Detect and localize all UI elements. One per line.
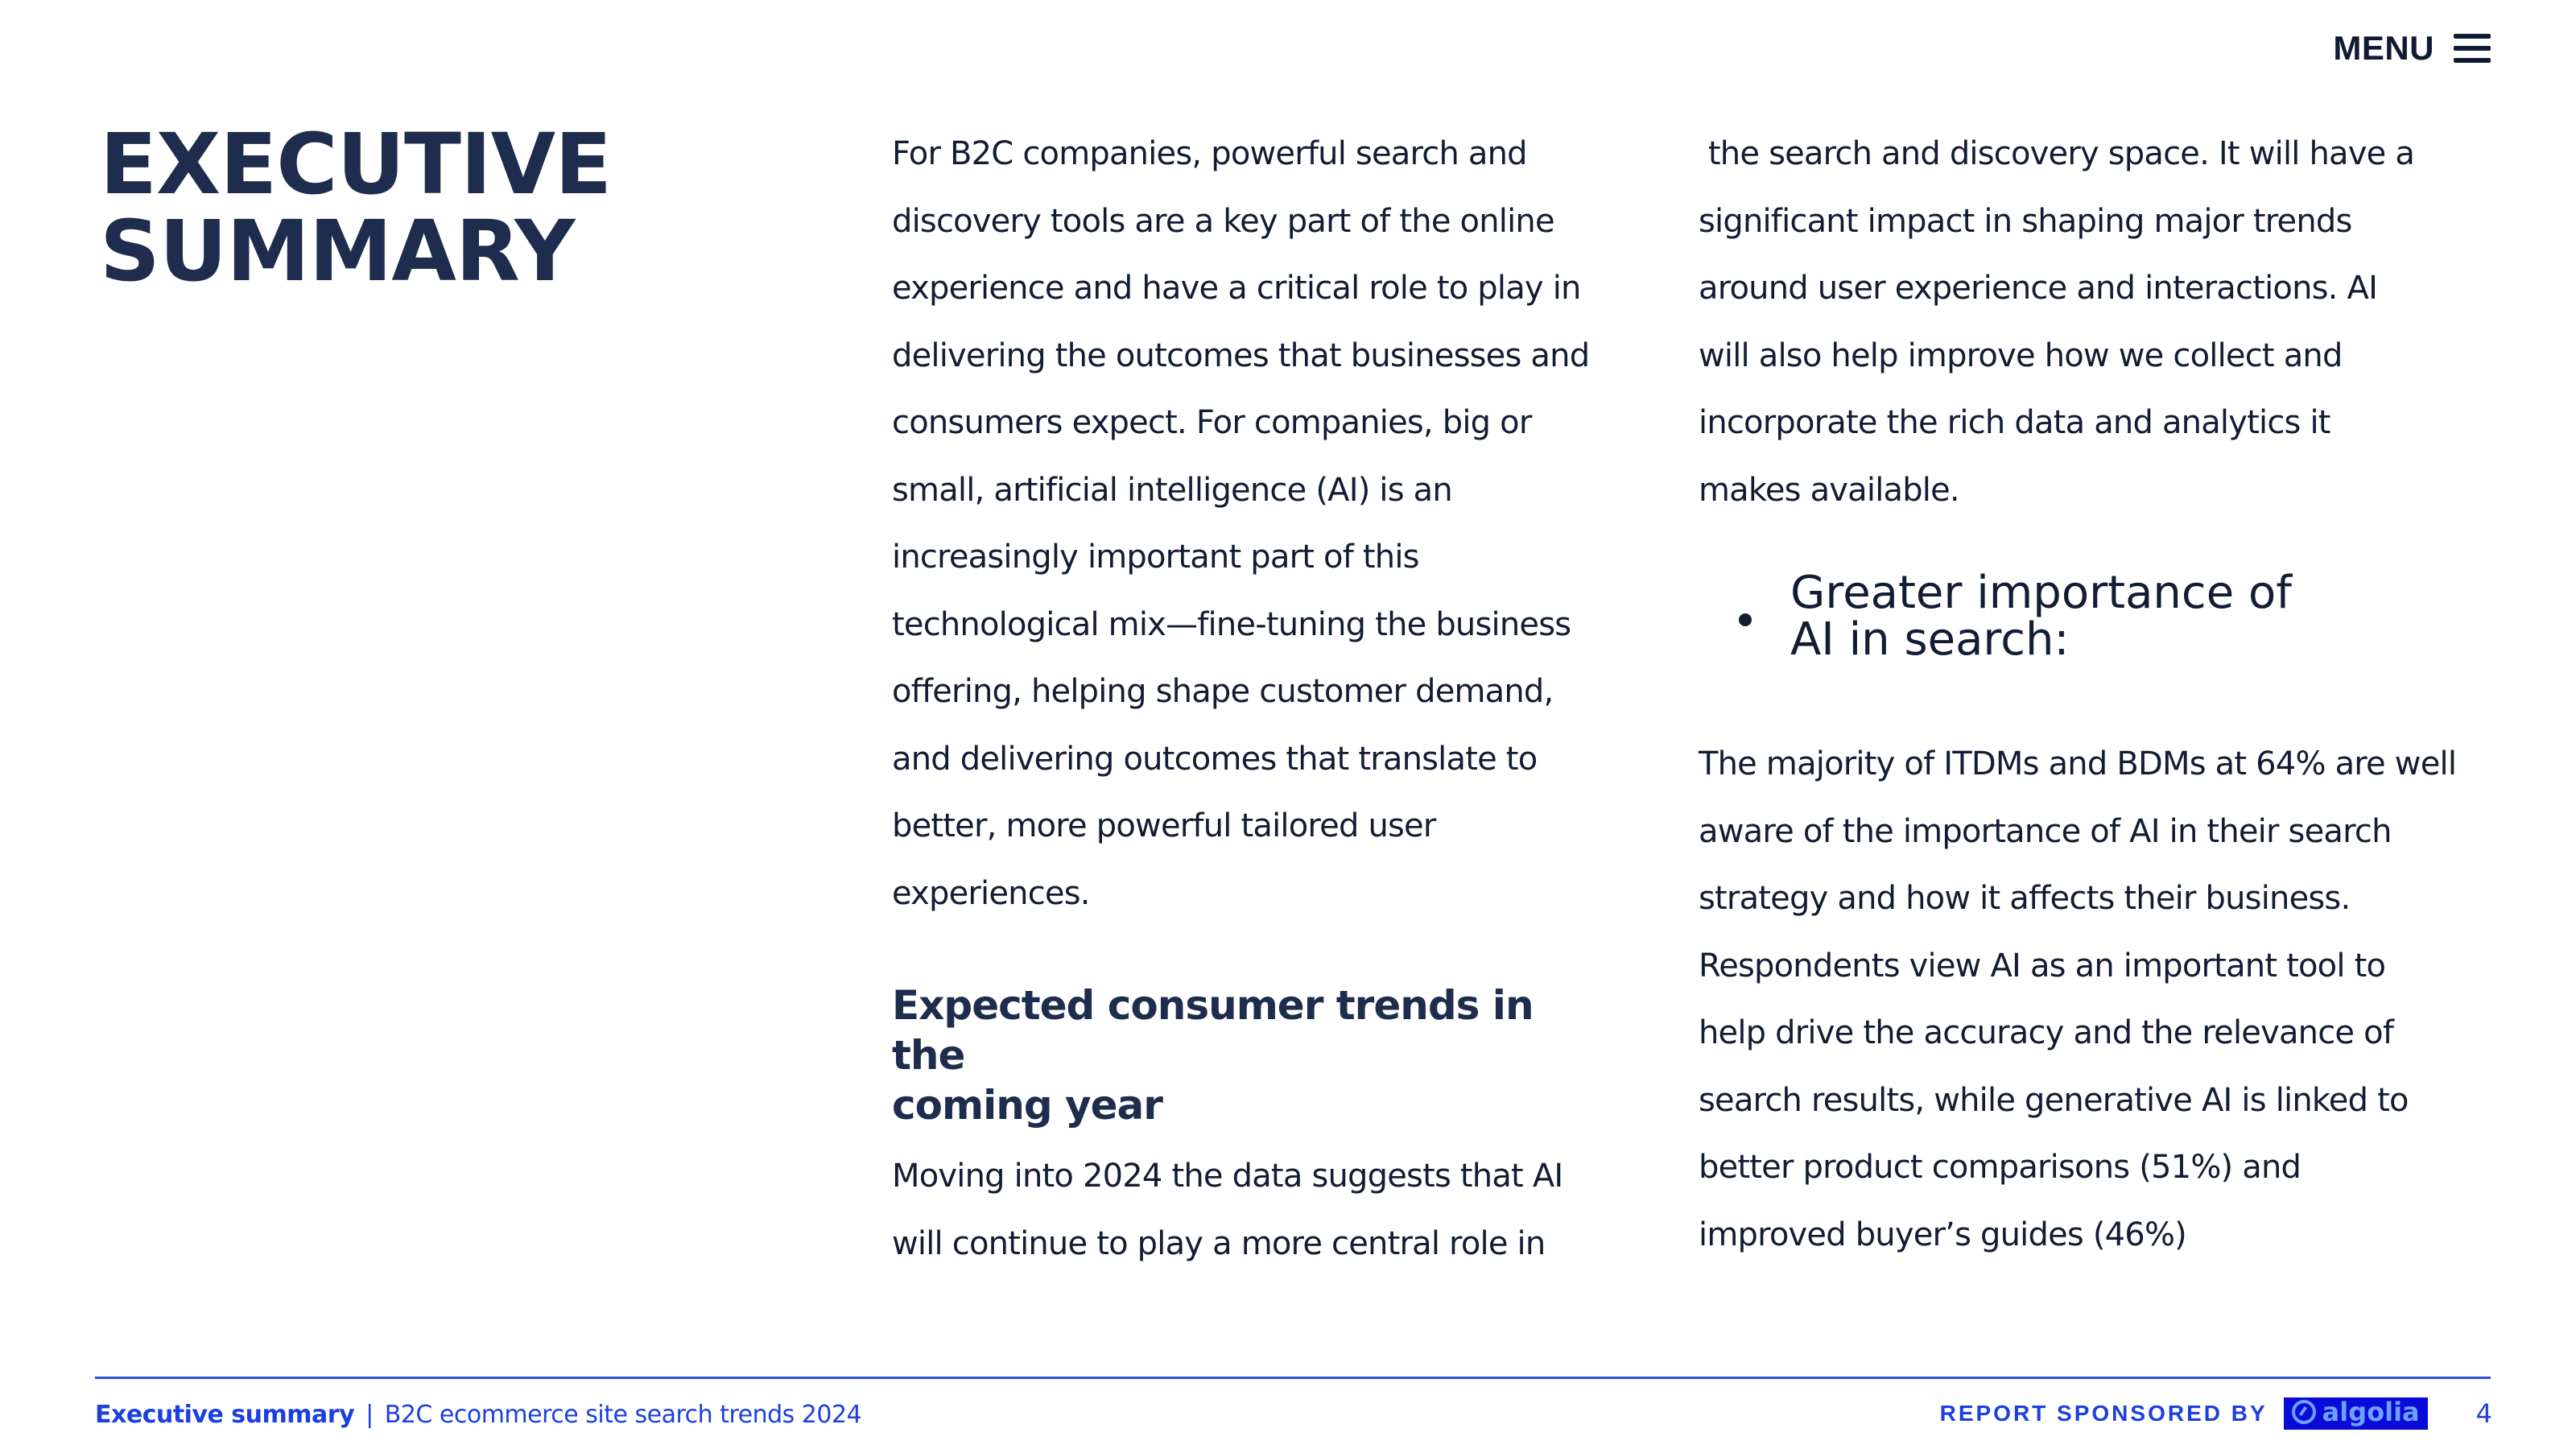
text-line: consumers expect. For companies, big or	[892, 404, 1532, 441]
footer-separator: |	[365, 1401, 374, 1429]
column-1-intro-paragraph	[892, 121, 1641, 927]
page-title-line: SUMMARY	[100, 202, 575, 300]
text-line: will also help improve how we collect and	[1699, 336, 2343, 374]
text-line: experience and have a critical role to play in	[892, 270, 1581, 307]
page-title-line: EXECUTIVE	[100, 115, 612, 213]
menu-label: MENU	[2333, 29, 2434, 67]
column-2-intro-paragraph	[1699, 121, 2504, 524]
text-line: offering, helping shape customer demand,	[892, 673, 1554, 710]
bullet-icon	[1739, 613, 1752, 626]
subheading-line: coming year	[892, 1082, 1162, 1129]
footer-report-title: B2C ecommerce site search trends 2024	[384, 1401, 862, 1429]
page-title	[100, 115, 612, 300]
column-1-trends-paragraph	[892, 1143, 1641, 1278]
text-line: incorporate the rich data and analytics it	[1699, 404, 2330, 441]
sponsor-label: REPORT SPONSORED BY	[1939, 1401, 2268, 1426]
hamburger-icon[interactable]	[2454, 34, 2491, 63]
text-line: For B2C companies, powerful search and	[892, 135, 1527, 172]
text-line: Respondents view AI as an important tool to	[1699, 947, 2386, 985]
footer-sponsor	[1940, 1397, 2492, 1430]
text-line: aware of the importance of AI in their search	[1699, 812, 2392, 850]
text-line: the search and discovery space. It will have a	[1699, 135, 2415, 172]
text-line: strategy and how it affects their business.	[1699, 880, 2351, 917]
menu-button[interactable]	[2333, 29, 2491, 68]
text-line: help drive the accuracy and the relevance of	[1699, 1014, 2394, 1051]
footer-section-link[interactable]: Executive summary	[95, 1401, 355, 1429]
text-line: Moving into 2024 the data suggests that AI	[892, 1158, 1563, 1195]
bullet-heading-line: AI in search:	[1790, 613, 2070, 666]
text-line: delivering the outcomes that businesses and	[892, 336, 1590, 374]
text-line: experiences.	[892, 874, 1090, 912]
text-line: significant impact in shaping major trends	[1699, 202, 2352, 240]
text-line: better product comparisons (51%) and	[1699, 1149, 2301, 1186]
footer-breadcrumb	[95, 1401, 861, 1429]
bullet-heading-line: Greater importance of	[1790, 567, 2292, 619]
text-line: improved buyer’s guides (46%)	[1699, 1216, 2186, 1253]
column-2-ai-paragraph	[1699, 731, 2512, 1269]
text-line: increasingly important part of this	[892, 539, 1419, 576]
text-line: makes available.	[1699, 471, 1959, 509]
text-line: discovery tools are a key part of the online	[892, 202, 1554, 240]
footer-divider	[95, 1377, 2491, 1379]
subheading-line: Expected consumer trends in the	[892, 982, 1534, 1079]
sponsor-name: algolia	[2322, 1397, 2420, 1427]
text-line: search results, while generative AI is linked to	[1699, 1081, 2409, 1119]
algolia-logo[interactable]	[2284, 1397, 2428, 1430]
algolia-logo-icon	[2292, 1400, 2316, 1424]
text-line: will continue to play a more central role in	[892, 1224, 1546, 1262]
section-subheading	[892, 980, 1616, 1130]
page-number: 4	[2475, 1398, 2492, 1429]
text-line: and delivering outcomes that translate to	[892, 740, 1538, 778]
text-line: around user experience and interactions. AI	[1699, 270, 2378, 307]
bullet-heading	[1739, 567, 2434, 666]
text-line: technological mix—fine-tuning the business	[892, 605, 1571, 643]
text-line: The majority of ITDMs and BDMs at 64% are well	[1699, 745, 2457, 782]
text-line: small, artificial intelligence (AI) is an	[892, 471, 1452, 509]
text-line: better, more powerful tailored user	[892, 807, 1436, 844]
